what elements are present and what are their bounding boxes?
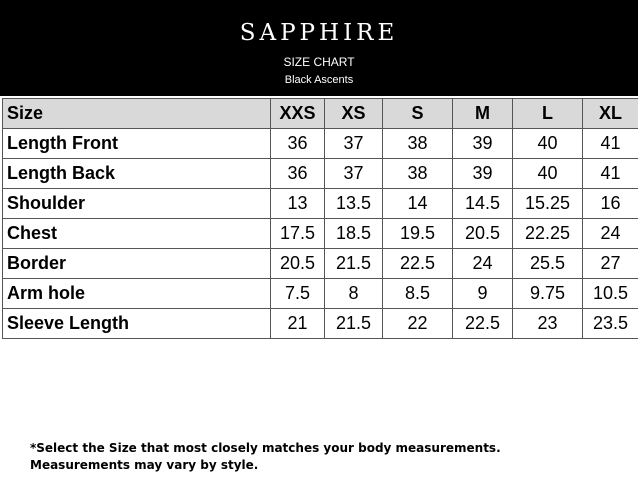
table-row [3, 249, 638, 279]
table-cell: 25.5 [513, 249, 583, 279]
table-cell: 22.5 [383, 249, 453, 279]
column-header-l: L [513, 99, 583, 129]
table-cell: 24 [583, 219, 638, 249]
table-cell: 14.5 [453, 189, 513, 219]
table-cell: 38 [383, 129, 453, 159]
row-label: Sleeve Length [3, 309, 271, 339]
column-header-size: Size [3, 99, 271, 129]
footnote-line-2: Measurements may vary by style. [30, 458, 259, 472]
table-header-row [3, 99, 638, 129]
size-table [2, 98, 638, 339]
table-cell: 40 [513, 159, 583, 189]
table-cell: 13 [271, 189, 325, 219]
table-cell: 7.5 [271, 279, 325, 309]
table-cell: 22 [383, 309, 453, 339]
table-cell: 21 [271, 309, 325, 339]
table-cell: 20.5 [453, 219, 513, 249]
table-cell: 17.5 [271, 219, 325, 249]
table-cell: 14 [383, 189, 453, 219]
table-row [3, 129, 638, 159]
column-header-xxs: XXS [271, 99, 325, 129]
table-cell: 22.5 [453, 309, 513, 339]
product-variant: Black Ascents [284, 74, 354, 86]
table-cell: 41 [583, 129, 638, 159]
table-cell: 39 [453, 129, 513, 159]
table-cell: 36 [271, 129, 325, 159]
column-header-s: S [383, 99, 453, 129]
table-cell: 24 [453, 249, 513, 279]
row-label: Length Back [3, 159, 271, 189]
table-cell: 18.5 [325, 219, 383, 249]
table-cell: 8 [325, 279, 383, 309]
row-label: Arm hole [3, 279, 271, 309]
row-label: Chest [3, 219, 271, 249]
header-banner [0, 0, 638, 96]
table-cell: 16 [583, 189, 638, 219]
table-cell: 37 [325, 129, 383, 159]
row-label: Length Front [3, 129, 271, 159]
table-cell: 40 [513, 129, 583, 159]
table-row [3, 279, 638, 309]
table-row [3, 159, 638, 189]
footnote [30, 440, 501, 474]
table-cell: 8.5 [383, 279, 453, 309]
table-cell: 19.5 [383, 219, 453, 249]
column-header-xs: XS [325, 99, 383, 129]
table-cell: 13.5 [325, 189, 383, 219]
table-cell: 15.25 [513, 189, 583, 219]
table-cell: 20.5 [271, 249, 325, 279]
page-title: SIZE CHART [283, 55, 355, 69]
column-header-xl: XL [583, 99, 638, 129]
table-cell: 36 [271, 159, 325, 189]
brand-logo: SAPPHIRE [239, 20, 399, 46]
table-row [3, 189, 638, 219]
row-label: Border [3, 249, 271, 279]
column-header-m: M [453, 99, 513, 129]
table-cell: 22.25 [513, 219, 583, 249]
table-cell: 10.5 [583, 279, 638, 309]
table-cell: 21.5 [325, 309, 383, 339]
table-cell: 37 [325, 159, 383, 189]
table-row [3, 309, 638, 339]
table-cell: 9.75 [513, 279, 583, 309]
table-cell: 38 [383, 159, 453, 189]
table-cell: 21.5 [325, 249, 383, 279]
table-cell: 23 [513, 309, 583, 339]
table-cell: 41 [583, 159, 638, 189]
table-cell: 9 [453, 279, 513, 309]
footnote-line-1: *Select the Size that most closely matches your body measurements. [30, 441, 501, 455]
table-cell: 27 [583, 249, 638, 279]
table-cell: 39 [453, 159, 513, 189]
table-row [3, 219, 638, 249]
row-label: Shoulder [3, 189, 271, 219]
table-cell: 23.5 [583, 309, 638, 339]
